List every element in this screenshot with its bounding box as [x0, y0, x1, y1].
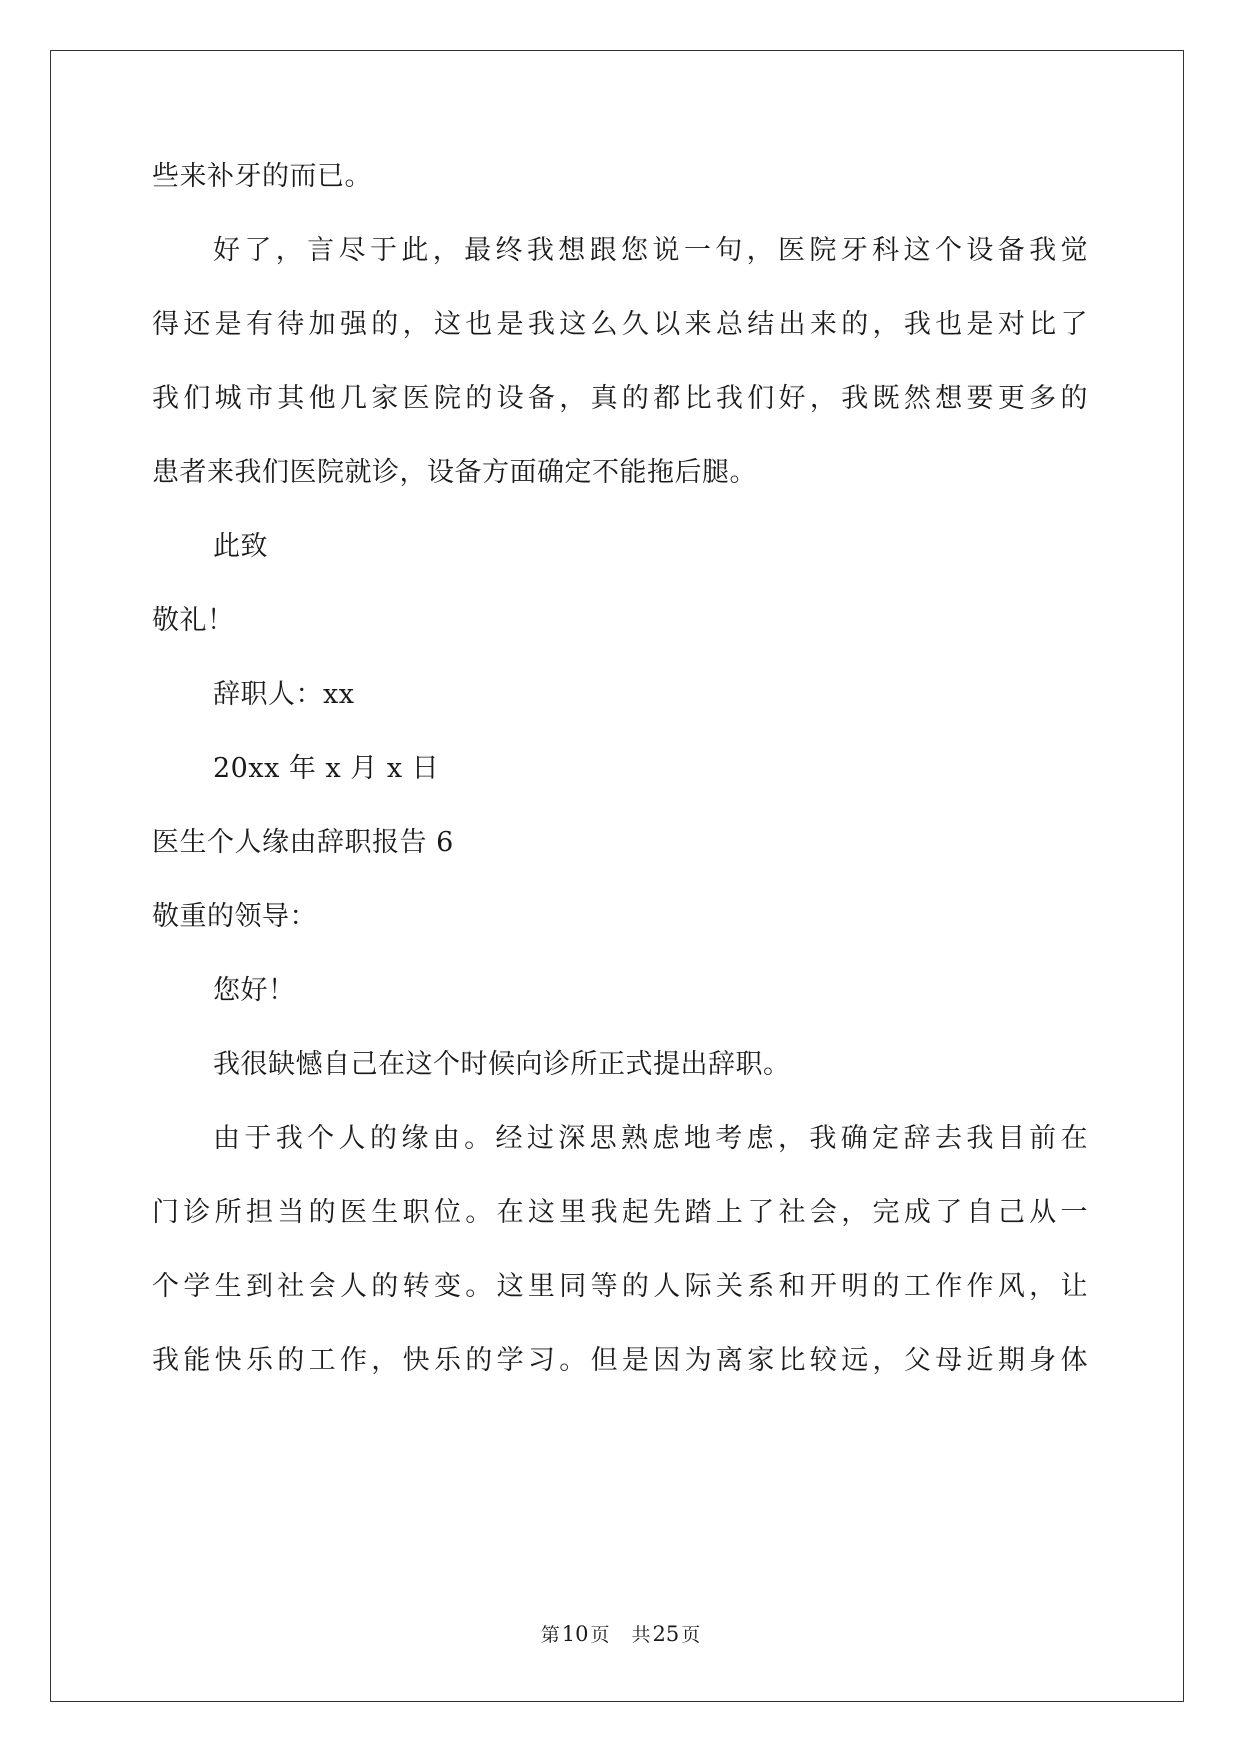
greeting: 您好！ — [213, 975, 296, 1006]
closing-salutation: 此致 — [213, 531, 268, 562]
total-suffix: 页 — [681, 1624, 701, 1646]
closing-regards: 敬礼！ — [152, 605, 235, 636]
text-line: 门诊所担当的医生职位。在这里我起先踏上了社会，完成了自己从一 — [152, 1197, 1088, 1228]
text-line: 由于我个人的缘由。经过深思熟虑地考虑，我确定辞去我目前在 — [213, 1123, 1088, 1154]
date-line: 20xx 年 x 月 x 日 — [213, 753, 440, 784]
section-title: 医生个人缘由辞职报告 6 — [152, 827, 454, 858]
text-line: 患者来我们医院就诊，设备方面确定不能拖后腿。 — [152, 457, 757, 488]
page-total: 25 — [652, 1622, 680, 1646]
text-line: 个学生到社会人的转变。这里同等的人际关系和开明的工作作风，让 — [152, 1271, 1088, 1302]
text-line: 我们城市其他几家医院的设备，真的都比我们好，我既然想要更多的 — [152, 383, 1088, 414]
text-line: 好了，言尽于此，最终我想跟您说一句，医院牙科这个设备我觉 — [213, 235, 1088, 266]
signature-line: 辞职人：xx — [213, 679, 355, 710]
text-line: 得还是有待加强的，这也是我这么久以来总结出来的，我也是对比了 — [152, 309, 1088, 340]
greeting-recipient: 敬重的领导： — [152, 901, 317, 932]
page-current: 10 — [561, 1622, 589, 1646]
text-line: 些来补牙的而已。 — [152, 161, 372, 192]
page-prefix: 第 — [540, 1624, 560, 1646]
total-prefix: 共 — [631, 1624, 651, 1646]
text-line: 我很缺憾自己在这个时候向诊所正式提出辞职。 — [213, 1049, 791, 1080]
page-footer — [0, 1622, 1241, 1647]
text-line: 我能快乐的工作，快乐的学习。但是因为离家比较远，父母近期身体 — [152, 1345, 1088, 1376]
page-border — [50, 50, 1184, 1702]
page-suffix: 页 — [590, 1624, 610, 1646]
